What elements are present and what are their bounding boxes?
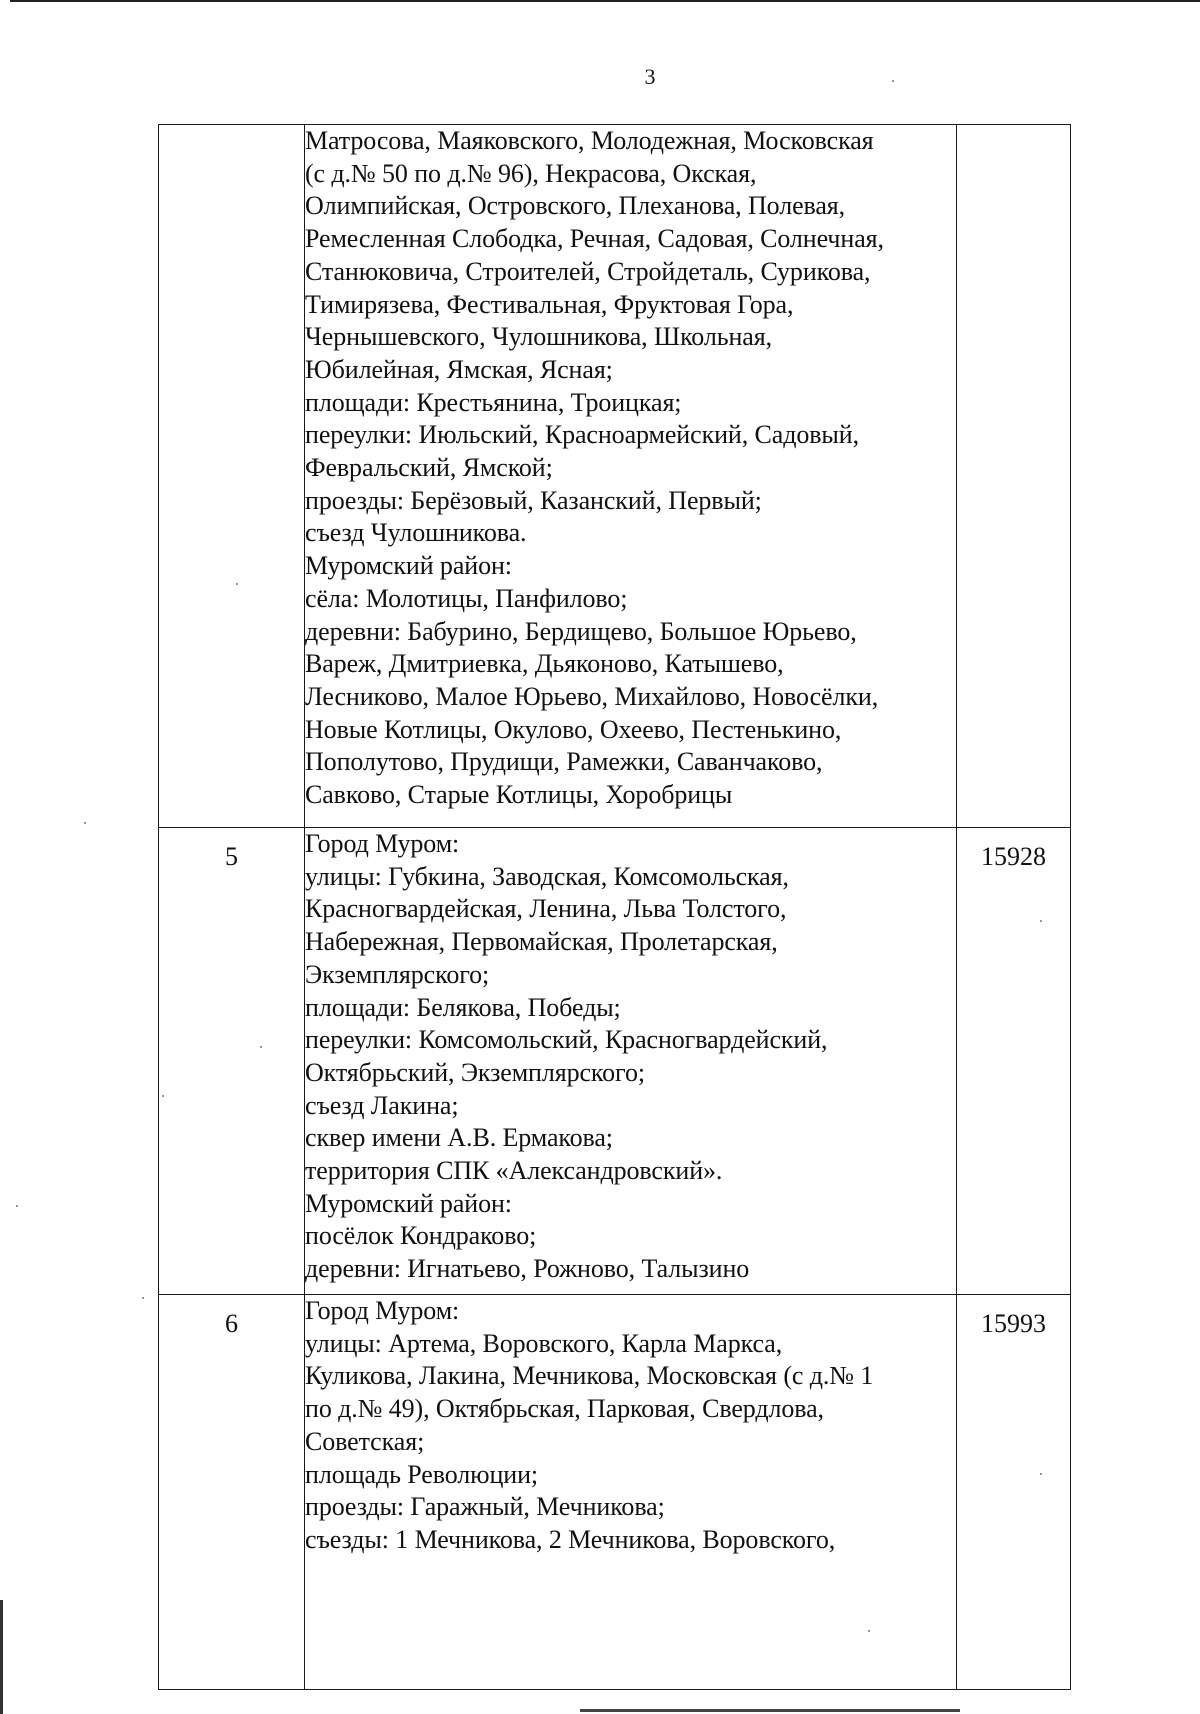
address-line: проезды: Гаражный, Мечникова; (305, 1492, 665, 1522)
address-line: Олимпийская, Островского, Плеханова, Полевая, (305, 191, 846, 221)
address-line: Советская; (305, 1426, 425, 1456)
scan-edge-bottom (580, 1709, 960, 1712)
scan-speck (142, 1297, 144, 1299)
address-line: Лесниково, Малое Юрьево, Михайлово, Новосёлки, (305, 681, 879, 711)
population-cell (957, 125, 1071, 828)
population-value: 15993 (981, 1309, 1046, 1338)
district-number-cell (159, 828, 305, 1295)
address-line: Город Муром: (305, 829, 460, 858)
table-row (159, 125, 1071, 828)
address-line: Вареж, Дмитриевка, Дьяконово, Катышево, (305, 649, 784, 679)
address-line: Набережная, Первомайская, Пролетарская, (305, 927, 778, 957)
population-value: 15928 (981, 842, 1046, 871)
table-row (159, 1295, 1071, 1690)
address-line: проезды: Берёзовый, Казанский, Первый; (305, 485, 762, 515)
address-cell (305, 828, 957, 1295)
scan-speck (84, 822, 86, 824)
address-line: территория СПК «Александровский». (305, 1156, 723, 1186)
address-line: Красногвардейская, Ленина, Льва Толстого, (305, 894, 787, 924)
address-cell (305, 1295, 957, 1690)
scan-edge-left (0, 1600, 3, 1714)
address-cell (305, 125, 957, 828)
address-line: сквер имени А.В. Ермакова; (305, 1123, 613, 1153)
address-line: Новые Котлицы, Окулово, Охеево, Пестенькино, (305, 714, 842, 744)
population-cell (957, 1295, 1071, 1690)
address-line: Пополутово, Прудищи, Рамежки, Саванчаково, (305, 747, 823, 777)
address-line: Станюковича, Строителей, Стройдеталь, Сурикова, (305, 256, 871, 286)
table-row (159, 828, 1071, 1295)
scan-speck (892, 80, 894, 82)
address-line: Муромский район: (305, 1188, 512, 1218)
population-cell (957, 828, 1071, 1295)
address-line: Матросова, Маяковского, Молодежная, Московская (305, 126, 874, 155)
district-number: 6 (225, 1309, 238, 1338)
address-line: Экземплярского; (305, 959, 490, 989)
address-line: Февральский, Ямской; (305, 453, 553, 483)
address-line: Муромский район: (305, 551, 512, 581)
address-line: съезд Лакина; (305, 1090, 459, 1120)
district-table (158, 124, 1071, 1690)
address-line: переулки: Июльский, Красноармейский, Садовый, (305, 420, 859, 450)
page-number: 3 (644, 64, 656, 89)
address-line: посёлок Кондраково; (305, 1221, 537, 1251)
address-line: съезд Чулошникова. (305, 518, 527, 548)
district-number-cell (159, 125, 305, 828)
address-line: сёла: Молотицы, Панфилово; (305, 583, 628, 613)
scan-edge-top (10, 0, 1200, 2)
address-line: Ремесленная Слободка, Речная, Садовая, Солнечная, (305, 224, 884, 254)
address-line: Чернышевского, Чулошникова, Школьная, (305, 322, 772, 352)
address-line: улицы: Артема, Воровского, Карла Маркса, (305, 1328, 783, 1358)
address-line: Тимирязева, Фестивальная, Фруктовая Гора, (305, 289, 794, 319)
address-line: переулки: Комсомольский, Красногвардейский, (305, 1025, 828, 1055)
address-line: Юбилейная, Ямская, Ясная; (305, 354, 613, 384)
address-line: площади: Белякова, Победы; (305, 992, 621, 1022)
address-line: Куликова, Лакина, Мечникова, Московская (с д.№ 1 (305, 1361, 874, 1391)
population-value (957, 125, 1070, 139)
district-number-cell (159, 1295, 305, 1690)
address-line: Октябрьский, Экземплярского; (305, 1057, 645, 1087)
address-line: деревни: Бабурино, Бердищево, Большое Юрьево, (305, 616, 857, 646)
address-line: Савково, Старые Котлицы, Хоробрицы (305, 780, 733, 810)
district-number (159, 125, 304, 139)
address-line: площадь Революции; (305, 1459, 539, 1489)
address-line: (с д.№ 50 по д.№ 96), Некрасова, Окская, (305, 158, 757, 188)
address-line: площади: Крестьянина, Троицкая; (305, 387, 682, 417)
address-line: по д.№ 49), Октябрьская, Парковая, Свердлова, (305, 1394, 824, 1424)
address-line: съезды: 1 Мечникова, 2 Мечникова, Воровского, (305, 1524, 836, 1554)
scan-speck (16, 1205, 18, 1207)
address-line: улицы: Губкина, Заводская, Комсомольская, (305, 861, 789, 891)
district-number: 5 (225, 842, 238, 871)
address-line: деревни: Игнатьево, Рожново, Талызино (305, 1254, 750, 1284)
address-line: Город Муром: (305, 1296, 460, 1325)
